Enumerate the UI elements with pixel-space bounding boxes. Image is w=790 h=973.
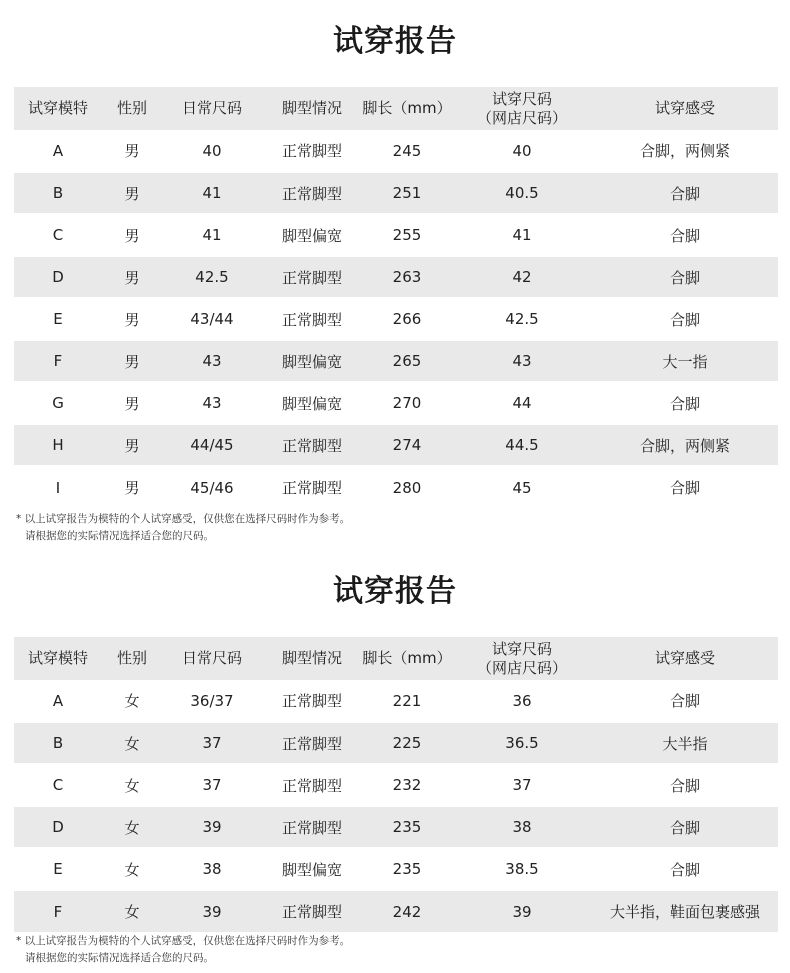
table-row	[14, 256, 778, 298]
fit-table-women	[14, 637, 778, 932]
table-row	[14, 298, 778, 340]
footnote-line-1: * 以上试穿报告为模特的个人试穿感受，仅供您在选择尺码时作为参考。	[16, 935, 351, 947]
footnote-line-1: * 以上试穿报告为模特的个人试穿感受，仅供您在选择尺码时作为参考。	[16, 513, 351, 525]
header-feeling: 试穿感受	[654, 649, 715, 667]
cell-shop-size: 40	[452, 130, 592, 172]
footnote	[16, 933, 350, 967]
report-title: 试穿报告	[333, 24, 457, 59]
cell-foot-length: 251	[362, 172, 452, 214]
cell-feeling: 合脚	[592, 848, 778, 890]
table-row	[14, 172, 778, 214]
table-row	[14, 424, 778, 466]
footnote	[16, 511, 350, 545]
cell-daily-size: 37	[162, 764, 262, 806]
report-title: 试穿报告	[333, 574, 457, 609]
cell-daily-size: 38	[162, 848, 262, 890]
cell-foot-type: 正常脚型	[262, 130, 362, 172]
cell-feeling: 大一指	[592, 340, 778, 382]
cell-feeling: 大半指，鞋面包裹感强	[609, 903, 760, 921]
cell-feeling: 合脚	[592, 680, 778, 722]
cell-daily-size: 41	[162, 214, 262, 256]
cell-model: I	[55, 478, 61, 497]
cell-model: G	[14, 382, 102, 424]
table-row	[14, 764, 778, 806]
cell-daily-size: 39	[202, 902, 222, 921]
header-daily-size: 日常尺码	[181, 99, 242, 117]
cell-foot-length: 242	[392, 902, 422, 921]
cell-gender: 男	[102, 214, 162, 256]
cell-gender: 男	[102, 256, 162, 298]
cell-shop-size: 39	[512, 902, 532, 921]
header-foot-length: 脚长（mm）	[362, 99, 452, 117]
header-shop-size	[452, 637, 592, 680]
cell-foot-type: 正常脚型	[262, 806, 362, 848]
cell-model: B	[14, 172, 102, 214]
cell-gender: 女	[124, 903, 140, 921]
header-model: 试穿模特	[27, 649, 88, 667]
cell-model: D	[14, 256, 102, 298]
cell-shop-size: 40.5	[452, 172, 592, 214]
cell-daily-size: 37	[162, 722, 262, 764]
cell-foot-length: 245	[362, 130, 452, 172]
cell-shop-size: 38.5	[452, 848, 592, 890]
cell-shop-size: 44	[452, 382, 592, 424]
header-shop-size-line1: 试穿尺码	[491, 639, 552, 658]
footnote-line-2: 请根据您的实际情况选择适合您的尺码。	[25, 952, 214, 964]
cell-shop-size: 43	[452, 340, 592, 382]
cell-foot-length: 263	[362, 256, 452, 298]
cell-foot-type: 正常脚型	[262, 424, 362, 466]
table-body-men	[14, 130, 778, 508]
cell-gender: 男	[102, 172, 162, 214]
cell-foot-length: 235	[362, 848, 452, 890]
cell-model: F	[53, 902, 63, 921]
table-row	[14, 214, 778, 256]
header-shop-size	[452, 87, 592, 130]
cell-daily-size: 45/46	[190, 478, 234, 497]
cell-model: E	[14, 848, 102, 890]
cell-gender: 男	[102, 298, 162, 340]
header-shop-size-line2: （网店尺码）	[476, 108, 567, 127]
header-daily-size: 日常尺码	[181, 649, 242, 667]
cell-shop-size: 41	[452, 214, 592, 256]
table-row	[14, 848, 778, 890]
table-row	[14, 890, 778, 932]
cell-foot-type: 正常脚型	[262, 172, 362, 214]
table-row	[14, 680, 778, 722]
cell-foot-length: 221	[362, 680, 452, 722]
footnote-line-2: 请根据您的实际情况选择适合您的尺码。	[25, 530, 214, 542]
cell-shop-size: 36	[452, 680, 592, 722]
cell-feeling: 合脚	[592, 298, 778, 340]
table-row	[14, 382, 778, 424]
cell-foot-type: 脚型偏宽	[262, 340, 362, 382]
cell-foot-length: 235	[362, 806, 452, 848]
cell-feeling: 合脚，两侧紧	[592, 424, 778, 466]
header-gender: 性别	[116, 649, 147, 667]
header-foot-type: 脚型情况	[281, 99, 342, 117]
cell-gender: 男	[102, 130, 162, 172]
cell-foot-length: 232	[362, 764, 452, 806]
cell-foot-type: 正常脚型	[262, 680, 362, 722]
cell-feeling: 大半指	[592, 722, 778, 764]
table-row	[14, 466, 778, 508]
cell-foot-length: 270	[362, 382, 452, 424]
header-shop-size-line2: （网店尺码）	[476, 658, 567, 677]
cell-gender: 女	[102, 680, 162, 722]
header-feeling: 试穿感受	[654, 99, 715, 117]
cell-model: B	[14, 722, 102, 764]
cell-model: C	[14, 764, 102, 806]
cell-gender: 女	[102, 848, 162, 890]
header-foot-type: 脚型情况	[281, 649, 342, 667]
cell-daily-size: 43	[162, 340, 262, 382]
cell-foot-type: 脚型偏宽	[262, 382, 362, 424]
cell-gender: 男	[102, 382, 162, 424]
cell-foot-length: 280	[392, 478, 422, 497]
cell-model: D	[14, 806, 102, 848]
header-shop-size-line1: 试穿尺码	[491, 89, 552, 108]
table-row	[14, 130, 778, 172]
table-header-row	[14, 637, 778, 680]
cell-foot-length: 265	[362, 340, 452, 382]
cell-feeling: 合脚	[592, 382, 778, 424]
table-row	[14, 722, 778, 764]
cell-gender: 女	[102, 806, 162, 848]
cell-feeling: 合脚	[592, 214, 778, 256]
cell-daily-size: 40	[162, 130, 262, 172]
cell-shop-size: 42.5	[452, 298, 592, 340]
header-gender: 性别	[116, 99, 147, 117]
cell-feeling: 合脚	[592, 806, 778, 848]
cell-model: H	[14, 424, 102, 466]
cell-foot-type: 正常脚型	[262, 298, 362, 340]
table-row	[14, 340, 778, 382]
cell-model: C	[14, 214, 102, 256]
cell-daily-size: 43	[162, 382, 262, 424]
cell-foot-type: 正常脚型	[262, 722, 362, 764]
cell-foot-type: 正常脚型	[281, 479, 342, 497]
cell-daily-size: 42.5	[162, 256, 262, 298]
cell-foot-type: 脚型偏宽	[262, 214, 362, 256]
header-foot-length: 脚长（mm）	[362, 649, 452, 667]
cell-gender: 女	[102, 722, 162, 764]
fit-table-men	[14, 87, 778, 508]
cell-foot-type: 正常脚型	[262, 256, 362, 298]
cell-gender: 男	[102, 340, 162, 382]
cell-foot-type: 脚型偏宽	[262, 848, 362, 890]
cell-foot-length: 274	[362, 424, 452, 466]
cell-gender: 女	[102, 764, 162, 806]
cell-daily-size: 41	[162, 172, 262, 214]
cell-shop-size: 38	[452, 806, 592, 848]
cell-foot-type: 正常脚型	[262, 764, 362, 806]
cell-foot-type: 正常脚型	[281, 903, 342, 921]
cell-gender: 男	[124, 479, 140, 497]
header-model: 试穿模特	[27, 99, 88, 117]
cell-foot-length: 266	[362, 298, 452, 340]
cell-feeling: 合脚	[592, 172, 778, 214]
cell-foot-length: 225	[362, 722, 452, 764]
table-body-women	[14, 680, 778, 932]
cell-shop-size: 44.5	[452, 424, 592, 466]
cell-feeling: 合脚	[669, 479, 700, 497]
cell-feeling: 合脚	[592, 764, 778, 806]
cell-model: A	[14, 680, 102, 722]
cell-model: A	[14, 130, 102, 172]
cell-gender: 男	[102, 424, 162, 466]
cell-model: E	[14, 298, 102, 340]
table-header-row	[14, 87, 778, 130]
table-row	[14, 806, 778, 848]
cell-shop-size: 42	[452, 256, 592, 298]
cell-foot-length: 255	[362, 214, 452, 256]
cell-daily-size: 43/44	[162, 298, 262, 340]
cell-model: F	[14, 340, 102, 382]
cell-shop-size: 36.5	[452, 722, 592, 764]
cell-daily-size: 44/45	[162, 424, 262, 466]
cell-daily-size: 36/37	[162, 680, 262, 722]
cell-feeling: 合脚，两侧紧	[592, 130, 778, 172]
cell-daily-size: 39	[162, 806, 262, 848]
cell-feeling: 合脚	[592, 256, 778, 298]
cell-shop-size: 45	[512, 478, 532, 497]
cell-shop-size: 37	[452, 764, 592, 806]
